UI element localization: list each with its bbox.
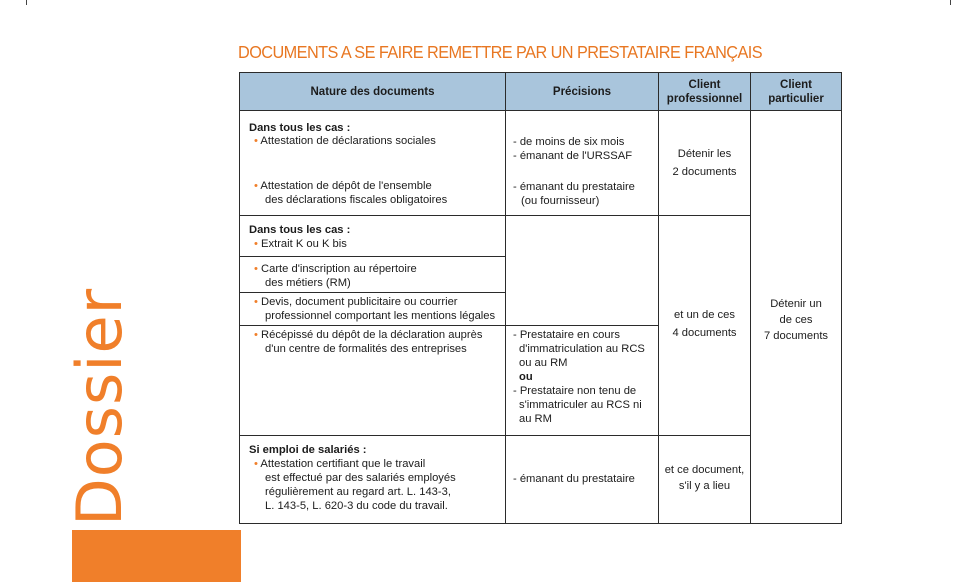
list-item-continuation: d'un centre de formalités des entreprises	[265, 343, 467, 355]
particulier-text: Détenir un	[770, 298, 822, 310]
group2-nature-cell-1	[239, 215, 506, 257]
side-label: Dossier	[63, 287, 136, 526]
list-item: • Extrait K ou K bis	[254, 238, 347, 250]
orange-bar	[72, 530, 241, 582]
group3-nature-cell	[239, 435, 506, 524]
page-title: DOCUMENTS A SE FAIRE REMETTRE PAR UN PRESTATAIRE FRANÇAIS	[238, 42, 763, 62]
list-item-continuation: L. 143-5, L. 620-3 du code du travail.	[265, 500, 448, 512]
list-item: • Attestation de déclarations sociales	[254, 135, 436, 147]
group3-heading: Si emploi de salariés :	[249, 444, 367, 456]
header-precisions: Précisions	[505, 72, 659, 111]
list-item-continuation: professionnel comportant les mentions légales	[265, 310, 496, 322]
pro-text: et ce document,	[664, 464, 745, 476]
pro-text: et un de ces	[674, 309, 735, 321]
list-item-continuation: régulièrement au regard art. L. 143-3,	[265, 486, 451, 498]
precision-line: - de moins de six mois	[513, 136, 625, 148]
group3-pro-cell	[658, 435, 751, 524]
crop-mark-left	[26, 0, 27, 5]
documents-table	[239, 72, 842, 524]
precision-line: s'immatriculer au RCS ni	[519, 399, 642, 411]
list-item-continuation: est effectué par des salariés employés	[265, 472, 456, 484]
precision-line: ou au RM	[519, 357, 568, 369]
precision-or: ou	[519, 371, 533, 383]
list-item: • Attestation certifiant que le travail	[254, 458, 426, 470]
precision-line: d'immatriculation au RCS	[519, 343, 645, 355]
group2-nature-cell-3	[239, 292, 506, 326]
group2-nature-cell-2	[239, 256, 506, 293]
list-item: • Devis, document publicitaire ou courrier	[254, 296, 458, 308]
pro-text: 4 documents	[672, 327, 737, 339]
group3-precisions-cell	[505, 435, 659, 524]
pro-text: 2 documents	[672, 166, 737, 178]
particulier-cell	[750, 110, 842, 524]
particulier-text: 7 documents	[763, 330, 829, 342]
group1-nature-cell	[239, 110, 506, 216]
precision-line: (ou fournisseur)	[521, 195, 600, 207]
precision-line: - émanant du prestataire	[513, 473, 635, 485]
group2-heading: Dans tous les cas :	[249, 224, 351, 236]
group1-pro-cell	[658, 110, 751, 216]
precision-line: - émanant de l'URSSAF	[513, 150, 633, 162]
list-item: • Carte d'inscription au répertoire	[254, 263, 417, 275]
header-client-pro: Client professionnel	[658, 72, 751, 111]
list-item: • Récépissé du dépôt de la déclaration auprès	[254, 329, 483, 341]
list-item-continuation: des déclarations fiscales obligatoires	[265, 194, 448, 206]
pro-text: Détenir les	[677, 148, 732, 160]
pro-text: s'il y a lieu	[678, 480, 731, 492]
group2-pro-cell	[658, 215, 751, 436]
list-item: • Attestation de dépôt de l'ensemble	[254, 180, 432, 192]
precision-line: - Prestataire en cours	[513, 329, 620, 341]
particulier-text: de ces	[779, 314, 813, 326]
group1-precisions-cell	[505, 110, 659, 216]
precision-line: - émanant du prestataire	[513, 181, 635, 193]
crop-mark-right	[950, 0, 951, 5]
precision-line: - Prestataire non tenu de	[513, 385, 637, 397]
list-item-continuation: des métiers (RM)	[265, 277, 351, 289]
group2-precisions-cell	[505, 325, 659, 436]
header-client-part: Client particulier	[750, 72, 842, 111]
group1-heading: Dans tous les cas :	[249, 122, 351, 134]
precision-line: au RM	[519, 413, 552, 425]
group2-nature-cell-4	[239, 325, 506, 436]
group2-precisions-empty	[505, 215, 659, 326]
header-nature: Nature des documents	[239, 72, 506, 111]
